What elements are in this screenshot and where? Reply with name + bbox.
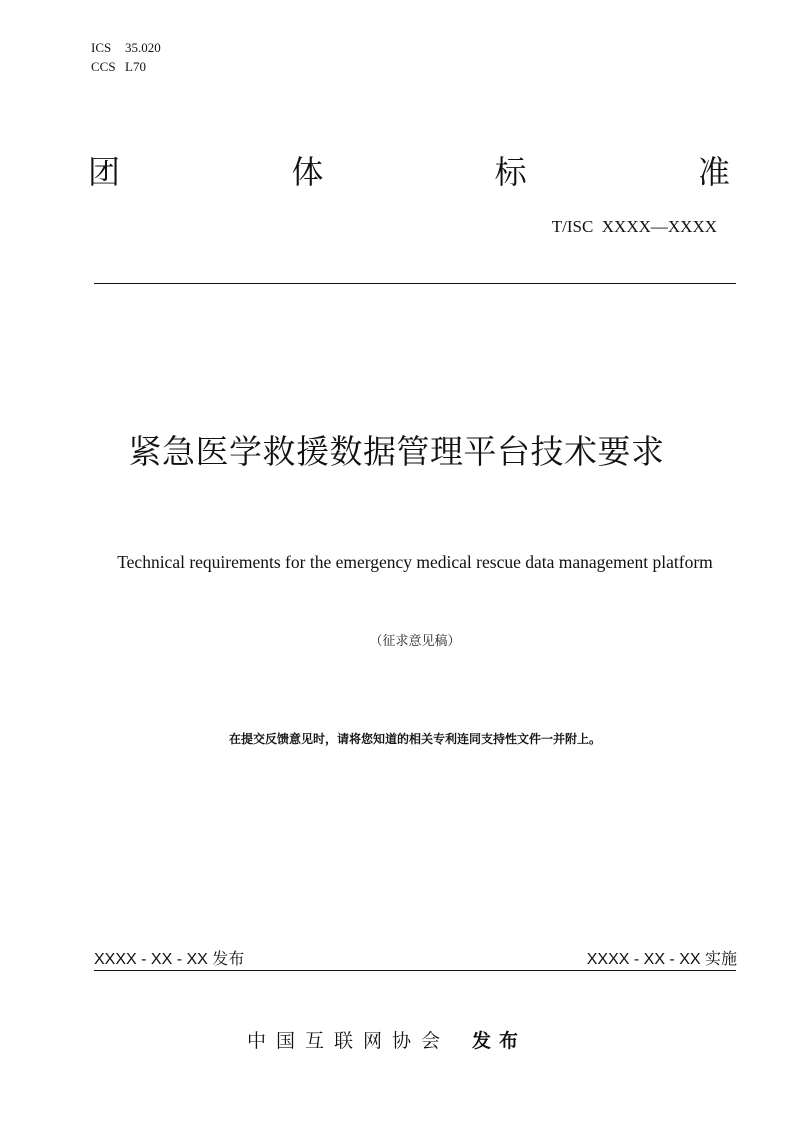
title-english: Technical requirements for the emergency medical rescue data management platform: [117, 552, 713, 572]
ics-code: [91, 38, 161, 57]
standard-type-char: 标: [494, 153, 527, 191]
title-chinese: 紧急医学救援数据管理平台技术要求: [128, 432, 665, 471]
standard-type-heading: [88, 150, 730, 194]
standard-type-char: 准: [697, 153, 730, 191]
publisher-name: 中国互联网协会: [247, 1030, 451, 1052]
publisher-action: 发布: [472, 1030, 527, 1052]
ccs-code: [91, 57, 161, 76]
bottom-divider: [94, 970, 736, 971]
publisher-line: [247, 1026, 526, 1053]
implement-date: XXXX - XX - XX 实施: [586, 951, 737, 968]
publish-date: XXXX - XX - XX 发布: [94, 951, 245, 968]
draft-status: （征求意见稿）: [369, 634, 461, 649]
standard-number: T/ISC XXXX—XXXX: [551, 217, 717, 236]
patent-notice: 在提交反馈意见时，请将您知道的相关专利连同支持性文件一并附上。: [228, 732, 601, 746]
classification-codes: [91, 38, 161, 76]
ccs-value: L70: [125, 59, 146, 74]
ccs-label: CCS: [91, 59, 116, 74]
top-divider: [94, 283, 736, 284]
standard-type-char: 体: [291, 153, 324, 191]
ics-value: 35.020: [125, 40, 161, 55]
standard-type-char: 团: [88, 153, 121, 191]
ics-label: ICS: [91, 40, 112, 55]
